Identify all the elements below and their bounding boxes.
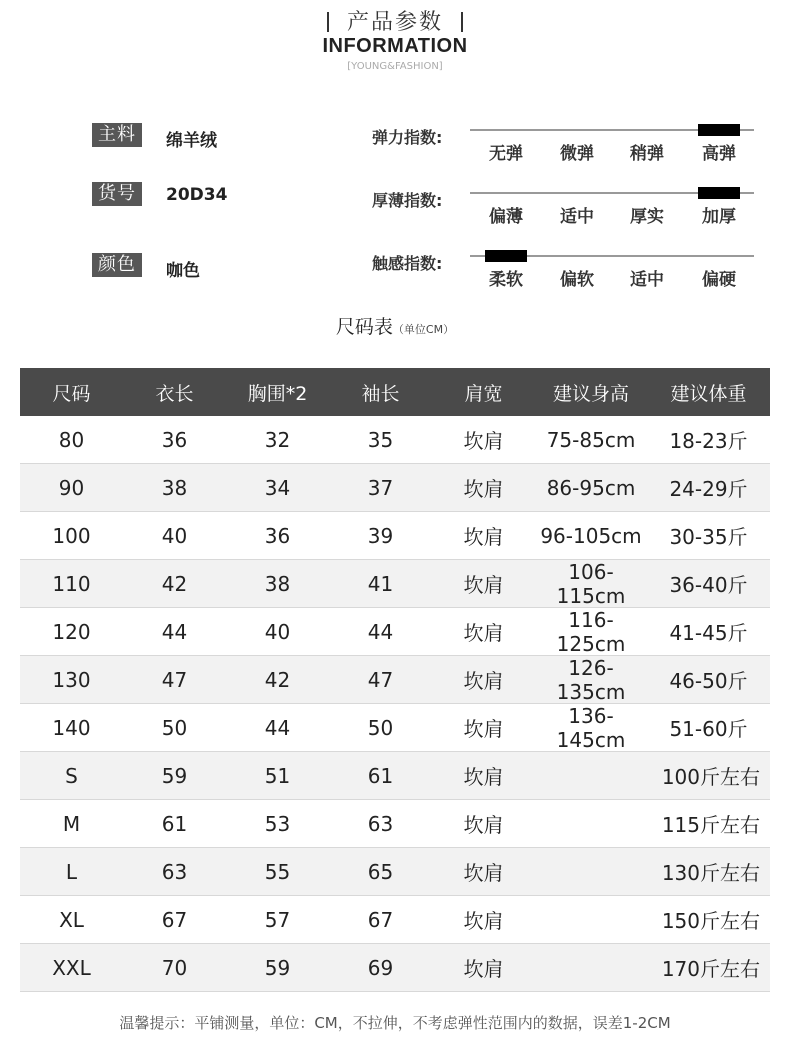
index-option: 偏软 [560, 270, 594, 290]
table-cell: 150斤左右 [661, 909, 760, 933]
table-cell: 140 [52, 715, 91, 740]
table-cell: 130 [52, 667, 91, 692]
table-cell: XL [59, 907, 84, 932]
table-row [20, 464, 770, 512]
table-cell: 67 [161, 907, 188, 932]
table-cell: XXL [52, 955, 91, 980]
param-label-color: 颜色 [92, 253, 142, 277]
index-option: 加厚 [702, 207, 736, 227]
table-cell: 96-105cm [540, 523, 642, 548]
header-title-en: INFORMATION [322, 35, 468, 57]
table-header-cell: 袖长 [361, 382, 400, 405]
table-body [20, 416, 770, 992]
index-label-touch: 触感指数: [372, 254, 443, 273]
table-cell: 44 [264, 715, 291, 740]
table-cell: 坎肩 [463, 525, 504, 549]
table-cell: 70 [161, 955, 188, 980]
table-cell: 59 [161, 763, 188, 788]
table-row [20, 704, 770, 752]
table-cell: 坎肩 [463, 717, 504, 741]
table-cell: 47 [161, 667, 188, 692]
table-cell: 35 [367, 427, 394, 452]
table-cell: 47 [367, 667, 394, 692]
footer-note: 温馨提示：平铺测量，单位：CM，不拉伸，不考虑弹性范围内的数据，误差1-2CM [119, 1014, 671, 1032]
table-row [20, 896, 770, 944]
table-header-cell: 建议身高 [552, 382, 629, 405]
table-cell: S [65, 763, 78, 788]
index-option: 微弹 [560, 144, 594, 164]
table-cell: 51 [264, 763, 291, 788]
index-option: 柔软 [489, 270, 523, 290]
table-cell: 40 [264, 619, 291, 644]
table-cell: 坎肩 [463, 957, 504, 981]
index-label-elasticity: 弹力指数: [372, 128, 443, 147]
table-cell: M [62, 811, 81, 836]
table-cell: 69 [367, 955, 394, 980]
size-table-title-text: 尺码表 [335, 316, 393, 338]
divider-left [327, 12, 329, 32]
table-row [20, 752, 770, 800]
table-cell: 41 [367, 571, 394, 596]
index-option: 适中 [630, 270, 664, 290]
table-row [20, 512, 770, 560]
table-cell: 53 [264, 811, 291, 836]
table-header-cell: 胸围*2 [247, 382, 308, 405]
table-cell: 坎肩 [463, 669, 504, 693]
param-value-material: 绵羊绒 [166, 131, 217, 151]
table-cell: 67 [367, 907, 394, 932]
index-option: 适中 [560, 207, 594, 227]
header-title [0, 5, 790, 36]
table-cell: 坎肩 [463, 429, 504, 453]
table-cell: 80 [58, 427, 85, 452]
table-cell: 136-145cm [556, 703, 626, 752]
table-cell: 32 [264, 427, 291, 452]
table-cell: 63 [367, 811, 394, 836]
table-cell: 坎肩 [463, 573, 504, 597]
table-cell: 坎肩 [463, 861, 504, 885]
index-option: 偏薄 [489, 207, 523, 227]
table-row [20, 416, 770, 464]
table-header-cell: 衣长 [155, 382, 194, 405]
table-cell: 75-85cm [546, 427, 636, 452]
table-cell: 37 [367, 475, 394, 500]
param-label-material: 主料 [92, 123, 142, 147]
table-cell: 46-50斤 [669, 669, 748, 693]
size-table-title [0, 312, 790, 339]
header-title-cn: 产品参数 [346, 10, 443, 35]
table-cell: 61 [367, 763, 394, 788]
index-option: 无弹 [489, 144, 523, 164]
table-cell: 50 [367, 715, 394, 740]
table-cell: 24-29斤 [669, 477, 748, 501]
size-table [20, 368, 770, 992]
table-cell: 36 [264, 523, 291, 548]
param-value-color: 咖色 [166, 261, 200, 281]
table-header-cell: 尺码 [52, 382, 91, 405]
index-marker-elasticity [698, 124, 740, 136]
table-cell: 116-125cm [556, 607, 626, 656]
param-label-item-no: 货号 [92, 182, 142, 206]
table-cell: 42 [264, 667, 291, 692]
table-cell: 41-45斤 [669, 621, 748, 645]
table-cell: 38 [161, 475, 188, 500]
header-subtitle: [YOUNG&FASHION] [347, 61, 443, 72]
table-cell: 100 [52, 523, 91, 548]
index-option: 高弹 [702, 144, 736, 164]
table-cell: 36 [161, 427, 188, 452]
table-row [20, 560, 770, 608]
table-cell: 44 [161, 619, 188, 644]
table-cell: 90 [58, 475, 85, 500]
index-option: 厚实 [630, 207, 664, 227]
table-row [20, 608, 770, 656]
table-cell: 坎肩 [463, 477, 504, 501]
table-cell: 坎肩 [463, 621, 504, 645]
table-cell: 坎肩 [463, 765, 504, 789]
table-cell: 86-95cm [546, 475, 636, 500]
table-cell: 115斤左右 [661, 813, 760, 837]
index-option: 稍弹 [630, 144, 664, 164]
table-cell: 坎肩 [463, 909, 504, 933]
table-cell: 40 [161, 523, 188, 548]
table-row [20, 656, 770, 704]
index-marker-touch [485, 250, 527, 262]
table-cell: 170斤左右 [661, 957, 760, 981]
table-cell: 130斤左右 [661, 861, 760, 885]
table-cell: 57 [264, 907, 291, 932]
table-cell: 18-23斤 [669, 429, 748, 453]
index-label-thickness: 厚薄指数: [372, 191, 443, 210]
table-cell: 63 [161, 859, 188, 884]
table-cell: 44 [367, 619, 394, 644]
table-cell: 34 [264, 475, 291, 500]
index-marker-thickness [698, 187, 740, 199]
table-cell: 坎肩 [463, 813, 504, 837]
table-cell: 110 [52, 571, 91, 596]
size-table-unit: （单位CM） [392, 323, 455, 336]
table-header-cell: 肩宽 [464, 382, 503, 405]
table-cell: 55 [264, 859, 291, 884]
table-row [20, 944, 770, 992]
table-cell: 30-35斤 [669, 525, 748, 549]
table-cell: 51-60斤 [669, 717, 748, 741]
table-cell: 120 [52, 619, 91, 644]
divider-right [461, 12, 463, 32]
table-cell: 59 [264, 955, 291, 980]
table-row [20, 800, 770, 848]
table-cell: 65 [367, 859, 394, 884]
table-cell: 36-40斤 [669, 573, 748, 597]
table-cell: 106-115cm [556, 559, 626, 608]
index-option: 偏硬 [702, 270, 736, 290]
table-cell: 50 [161, 715, 188, 740]
table-cell: L [65, 859, 78, 884]
table-cell: 42 [161, 571, 188, 596]
table-cell: 126-135cm [556, 655, 626, 704]
table-header-row [20, 368, 770, 416]
table-row [20, 848, 770, 896]
table-cell: 61 [161, 811, 188, 836]
table-cell: 100斤左右 [661, 765, 760, 789]
table-cell: 39 [367, 523, 394, 548]
table-header-cell: 建议体重 [670, 382, 747, 405]
param-value-item-no: 20D34 [166, 185, 228, 205]
table-cell: 38 [264, 571, 291, 596]
